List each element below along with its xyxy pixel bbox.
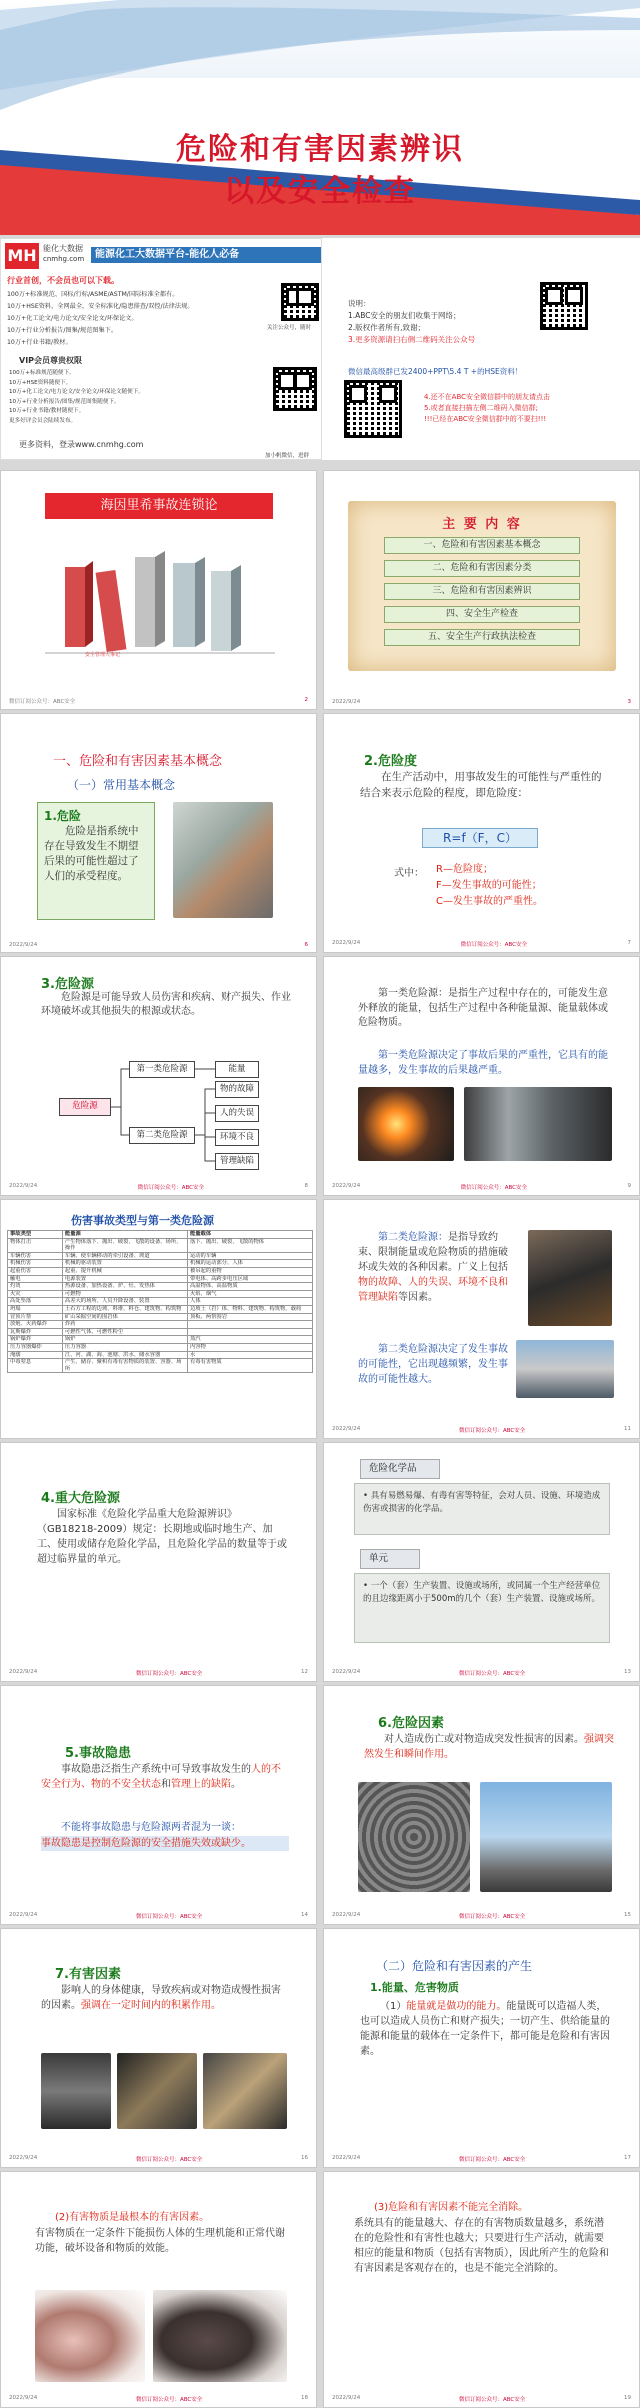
ad-logo-name: 能化大数据 <box>43 244 83 253</box>
first-class-def: 第一类危险源：是指生产过程中存在的，可能发生意外释放的能量，包括生产过程中各种能量源、能量载体或危险物质。 <box>358 988 608 1028</box>
table-cell: 蒸汽 <box>187 1336 312 1344</box>
slide-contents <box>323 470 640 710</box>
table-header-cell: 能量源 <box>62 1231 187 1239</box>
ad-wechat-line: 微信最高级群已发2400+PPT\5.4 T +的HSE资料！ <box>348 367 523 376</box>
ad-feature: 10万+化工论文/电力论文/安全论文/环保论文。 <box>7 315 138 322</box>
second-class-tail: 等因素。 <box>398 1292 438 1303</box>
contents-panel <box>348 501 616 671</box>
ad-note: 2.版权作者所有,致谢； <box>348 323 426 332</box>
contents-item-4[interactable]: 四、安全生产检查 <box>384 606 580 623</box>
table-row <box>8 1290 313 1298</box>
bullet-icon: • <box>363 1491 371 1501</box>
table-cell: 产生、储存、聚积有毒有害物质的装置、容器、场所 <box>62 1359 187 1373</box>
photo-mine-3 <box>203 2053 287 2129</box>
photo-lungs-2 <box>153 2290 287 2382</box>
slide-heinrich <box>0 470 317 710</box>
ad-qr-code-1[interactable] <box>281 283 319 321</box>
ad-banner <box>0 238 640 460</box>
ad-qr-code-4[interactable] <box>344 380 402 438</box>
table-cell: 车辆、使车辆移动的牵引设备、坡道 <box>62 1252 187 1260</box>
generation-text <box>360 1999 612 2059</box>
table-cell: 压力容器爆炸 <box>8 1343 63 1351</box>
ad-vip-item: 10万+行业书籍/教材随便下。 <box>9 408 85 414</box>
contents-title: 主 要 内 容 <box>442 517 522 532</box>
text-run: (3) <box>374 2202 389 2213</box>
risk-formula: R=f（F，C） <box>422 828 538 848</box>
def-body-1 <box>354 1483 610 1535</box>
table-cell: 可燃性气体、可燃性粉尘 <box>62 1328 187 1336</box>
table-cell: 火焰、烟气 <box>187 1290 312 1298</box>
table-cell: 被吊起的重物 <box>187 1267 312 1275</box>
table-cell: 淹溺 <box>8 1351 63 1359</box>
ad-qr-code-3[interactable] <box>540 282 588 330</box>
second-class-def: 是指导致约束、限制能量或危险物质的措施破坏或失效的各种因素。广义上包括 <box>358 1232 508 1273</box>
ad-note: 3.更多资源请扫右侧二维码关注公众号 <box>348 335 476 344</box>
table-cell: 土石方工程的边坡、料堆、料仓、建筑物、构筑物 <box>62 1305 187 1313</box>
slide-footer: 2022/9/24 3 <box>332 699 631 705</box>
danger-factor-text <box>364 1732 614 1762</box>
slide-footer: 2022/9/24 微信订阅公众号：ABC安全 9 <box>332 1183 631 1191</box>
table-cell: 压力容器 <box>62 1343 187 1351</box>
cover-title-1: 危险和有害因素辨识 <box>176 132 464 167</box>
ad-qr-caption-1: 关注公众号，随时 <box>267 325 312 331</box>
table-cell: 矿山采掘空间的围岩体 <box>62 1313 187 1321</box>
photo-mine-2 <box>117 2053 197 2129</box>
photo-building <box>173 802 273 918</box>
ad-banner-title: 能源化工大数据平台-能化人必备 <box>91 247 321 263</box>
slide-footer: 2022/9/24 微信订阅公众号：ABC安全 8 <box>9 1183 308 1191</box>
second-class-text <box>358 1230 508 1305</box>
contents-item-2[interactable]: 二、危险和有害因素分类 <box>384 560 580 577</box>
contents-item-3[interactable]: 三、危险和有害因素辨识 <box>384 583 580 600</box>
ad-note: 1.ABC安全的朋友们收集于网络； <box>348 311 461 320</box>
table-cell: 锅炉 <box>62 1336 187 1344</box>
text-run: (2) <box>55 2212 70 2223</box>
photo-worker-2 <box>516 1340 614 1398</box>
substance-text-2: 有害物质在一定条件下能损伤人体的生理机能和正常代谢功能，破坏设备和物质的效能。 <box>35 2228 285 2254</box>
ad-feature: 10万+行业分析报告/图集/规范图集下。 <box>7 327 118 334</box>
ad-left-panel <box>0 238 322 460</box>
slide-risk <box>323 713 640 953</box>
table-cell: 高差大的场所、人员升降设备、装置 <box>62 1298 187 1306</box>
def-body-2 <box>354 1573 610 1643</box>
slide-title: 海因里希事故连锁论 <box>45 493 273 519</box>
table-row <box>8 1252 313 1260</box>
table-row <box>8 1283 313 1291</box>
ad-vip-list <box>9 369 229 426</box>
text-run: （1） <box>380 2001 407 2012</box>
slide-first-class <box>323 956 640 1196</box>
ad-vip-item: 更多好评会员会陆续发布。 <box>9 417 77 424</box>
photo-tunnel <box>358 1782 470 1892</box>
table-header-row <box>8 1231 313 1239</box>
table-cell: 机械的驱动装置 <box>62 1260 187 1268</box>
slide-footer: 2022/9/24 微信订阅公众号：ABC安全 7 <box>332 940 631 948</box>
table-cell: 电源装置 <box>62 1275 187 1283</box>
text-run: 影响人的身体健康，导致疾病或对物造成慢性损害的因素。 <box>41 1985 281 2011</box>
risk-legend-item: F—发生事故的可能性； <box>436 880 542 891</box>
slide-hazard-source <box>0 956 317 1196</box>
photo-worker-1 <box>528 1230 612 1326</box>
table-cell: 可燃物 <box>62 1290 187 1298</box>
table-cell: 落下、抛出、破裂、飞散的物体 <box>187 1238 312 1252</box>
table-row <box>8 1267 313 1275</box>
ad-feature: 100万+标准规范、国标/行标/ASME/ASTM/国际标准全都有。 <box>7 291 179 298</box>
ad-feature: 10万+行业书籍/教材。 <box>7 339 72 346</box>
ad-vip-item: 10万+行业分析报告/图集/规范图集随便下。 <box>9 398 120 405</box>
risk-legend <box>436 862 543 910</box>
contents-item-5[interactable]: 五、安全生产行政执法检查 <box>384 629 580 646</box>
slide-accident-table <box>0 1199 317 1439</box>
tree-leaf: 物的故障 <box>215 1081 259 1098</box>
slide-footer: 微信订阅公众号：ABC安全 2 <box>9 697 308 705</box>
text-highlight: 能量就是做功的能力。 <box>406 2001 507 2012</box>
slide-footer: 2022/9/24 微信订阅公众号：ABC安全 12 <box>9 1669 308 1677</box>
slide-footer: 2022/9/24 微信订阅公众号：ABC安全 16 <box>9 2155 308 2163</box>
risk-legend-item: C—发生事故的严重性。 <box>436 896 543 907</box>
slide-note: 安全管理大事记 <box>85 652 121 658</box>
accident-table <box>7 1230 313 1373</box>
table-row <box>8 1238 313 1252</box>
table-cell: 瓦斯爆炸 <box>8 1328 63 1336</box>
accident-table-grid <box>7 1230 313 1373</box>
table-cell: 人体 <box>187 1298 312 1306</box>
slide-harmful-factor <box>0 1928 317 2168</box>
slide-footer: 2022/9/24 微信订阅公众号：ABC安全 15 <box>332 1912 631 1920</box>
second-class-note: 第二类危险源决定了发生事故的可能性，它出现越频繁，发生事故的可能性越大。 <box>358 1344 508 1385</box>
table-cell: 冒顶片帮 <box>8 1313 63 1321</box>
tree-leaf: 管理缺陷 <box>215 1153 259 1170</box>
photo-welding <box>358 1087 454 1161</box>
tree-leaf: 能量 <box>215 1061 259 1078</box>
tree-leaf: 环境不良 <box>215 1129 259 1146</box>
second-class-factors: 物的故障、人的失误、环境不良和管理缺陷 <box>358 1277 508 1303</box>
text-run: 对人造成伤亡或对物造成突发性损害的因素。 <box>384 1734 584 1745</box>
risk-legend-item: R—危险度； <box>436 864 493 875</box>
hazard-text: 危险源是可能导致人员伤害和疾病、财产损失、作业环境破坏或其他损失的根源或状态。 <box>41 992 291 1017</box>
ad-qr-code-2[interactable] <box>273 367 317 411</box>
table-cell: 高温物体、高温物质 <box>187 1283 312 1291</box>
contents-item-1[interactable]: 一、危险和有害因素基本概念 <box>384 537 580 554</box>
danger-box <box>37 802 155 920</box>
table-row <box>8 1305 313 1313</box>
accident-hazard-key: 事故隐患是控制危险源的安全措施失效或缺少。 <box>41 1836 289 1851</box>
eliminate-text <box>354 2200 612 2215</box>
accident-hazard-note: 不能将事故隐患与危险源两者混为一谈： <box>61 1822 241 1833</box>
table-cell: 起重、提升机械 <box>62 1267 187 1275</box>
slide-footer: 2022/9/24 微信订阅公众号：ABC安全 18 <box>9 2395 308 2403</box>
table-cell: 炸药 <box>62 1321 187 1329</box>
table-cell: 顶板、两帮围岩 <box>187 1313 312 1321</box>
text-run: 能量既可以造福人类，也可以造成人员伤亡和财产损失；一切产生、供给能量的能源和能量的载体在一定条件下，都可能是危险和有害因素。 <box>360 2001 610 2057</box>
first-class-note: 第一类危险源决定了事故后果的严重性，它具有的能量越多，发生事故的后果越严重。 <box>358 1050 608 1076</box>
ad-right-note: 4.还不在ABC安全微信群中的朋友请点击 <box>424 393 551 401</box>
ad-logo-url[interactable]: cnmhg.com <box>43 255 85 263</box>
bullet-icon: • <box>363 1581 371 1591</box>
table-cell: 火灾 <box>8 1290 63 1298</box>
tree-leaf: 人的失误 <box>215 1105 259 1122</box>
table-cell: 江、河、湖、海、池塘、洪水、储水容器 <box>62 1351 187 1359</box>
text-highlight: 强调突然发生和瞬间作用。 <box>364 1734 614 1760</box>
section-subtitle: 1.能量、危害物质 <box>370 1981 459 1994</box>
table-row <box>8 1336 313 1344</box>
domino-illustration <box>45 527 275 677</box>
harmful-factor-text <box>41 1983 287 2013</box>
table-row <box>8 1359 313 1373</box>
photo-crane <box>480 1782 612 1892</box>
slide-footer: 2022/9/24 微信订阅公众号：ABC安全 17 <box>332 2155 631 2163</box>
ad-right-panel <box>330 238 640 460</box>
section-title: 6.危险因素 <box>378 1716 444 1731</box>
major-hazard-text: 国家标准《危险化学品重大危险源辨识》（GB18218-2009）规定：长期地或临时地生产、加工、使用或储存危险化学品，且危险化学品的数量等于或超过临界量的单元。 <box>37 1509 287 1565</box>
table-row <box>8 1260 313 1268</box>
tree-root: 危险源 <box>59 1098 111 1116</box>
ad-qr-caption-2: 加小帆微信，进群 <box>265 453 310 459</box>
slide-cannot-eliminate <box>323 2171 640 2408</box>
danger-box-title: 1.危险 <box>44 809 81 823</box>
slide-footer: 2022/9/24 微信订阅公众号：ABC安全 11 <box>332 1426 631 1434</box>
section-title: 7.有害因素 <box>55 1967 121 1982</box>
table-cell: 高处坠落 <box>8 1298 63 1306</box>
section-subtitle: （一）常用基本概念 <box>67 778 176 792</box>
table-cell: 机械伤害 <box>8 1260 63 1268</box>
ad-right-note: 5.或者直接扫描左侧二维码入微信群; <box>424 404 539 412</box>
danger-box-body: 危险是指系统中存在导致发生不期望后果的可能性超过了人们的承受程度。 <box>44 825 139 882</box>
text-run: 。 <box>231 1779 241 1790</box>
ad-feature-list <box>7 289 277 349</box>
slide-harmful-substance <box>0 2171 317 2408</box>
ad-right-note: !!!已经在ABC安全微信群中的不要扫!!! <box>424 415 547 423</box>
slide-danger-factor <box>323 1685 640 1925</box>
ad-welcome: 行业首创，不会员也可以下载。 <box>7 276 119 285</box>
table-cell: 触电 <box>8 1275 63 1283</box>
ad-logo: MH <box>5 243 39 269</box>
substance-text <box>35 2210 287 2225</box>
table-cell: 热源设备、加热设备、炉、灶、发热体 <box>62 1283 187 1291</box>
table-cell: 运动的车辆 <box>187 1252 312 1260</box>
table-cell: 中毒窒息 <box>8 1359 63 1373</box>
table-cell: 起重伤害 <box>8 1267 63 1275</box>
ad-vip-item: 10万+HSE资料随便下。 <box>9 379 72 386</box>
table-header-cell: 事故类型 <box>8 1231 63 1239</box>
table-cell: 内容物 <box>187 1343 312 1351</box>
table-cell: 灼烫 <box>8 1283 63 1291</box>
table-cell: 锅炉爆炸 <box>8 1336 63 1344</box>
table-cell: 物体打击 <box>8 1238 63 1252</box>
def-text-1: 具有易燃易爆、有毒有害等特征，会对人员、设施、环境造成伤害或损害的化学品。 <box>363 1491 601 1514</box>
tree-mid-2: 第二类危险源 <box>129 1127 195 1144</box>
table-header-cell: 能量载体 <box>187 1231 312 1239</box>
section-title: 2.危险度 <box>364 754 417 769</box>
slide-cover <box>0 0 640 235</box>
ad-more-link[interactable]: 更多资料，登录www.cnmhg.com <box>19 440 144 449</box>
table-cell: 坍塌 <box>8 1305 63 1313</box>
table-row <box>8 1321 313 1329</box>
table-row <box>8 1275 313 1283</box>
risk-legend-label: 式中： <box>394 868 424 879</box>
slide-footer: 2022/9/24 微信订阅公众号：ABC安全 19 <box>332 2395 631 2403</box>
slide-accident-hazard <box>0 1685 317 1925</box>
ad-vip-title: VIP会员尊贵权限 <box>19 356 83 365</box>
ad-vip-item: 100万+标准规范随便下。 <box>9 370 75 376</box>
table-cell <box>187 1321 312 1329</box>
text-run: 和 <box>161 1779 171 1790</box>
text-highlight: 危险和有害因素不能完全消除。 <box>388 2202 529 2213</box>
section-title: 5.事故隐患 <box>65 1746 131 1761</box>
text-highlight: 人的不安全行为、物的不安全状态 <box>41 1764 281 1790</box>
def-tag-1: 危险化学品 <box>360 1459 440 1479</box>
accident-hazard-text <box>41 1762 289 1792</box>
table-row <box>8 1343 313 1351</box>
slide-danger <box>0 713 317 953</box>
table-cell: 边坡土（岩）体、物料、建筑物、构筑物、载荷 <box>187 1305 312 1313</box>
ad-feature: 10万+HSE资料，全网最全，安全标准化/隐患排查/双控/法律法规。 <box>7 303 194 310</box>
table-cell: 放炮、火药爆炸 <box>8 1321 63 1329</box>
table-cell: 有毒有害物质 <box>187 1359 312 1373</box>
section-title: 3.危险源 <box>41 977 94 992</box>
photo-lungs-1 <box>35 2290 145 2382</box>
table-cell <box>187 1328 312 1336</box>
slide-footer: 2022/9/24 微信订阅公众号：ABC安全 14 <box>9 1912 308 1920</box>
section-title: （二）危险和有害因素的产生 <box>376 1959 533 1973</box>
table-cell: 车辆伤害 <box>8 1252 63 1260</box>
table-row <box>8 1328 313 1336</box>
tree-mid-1: 第一类危险源 <box>129 1061 195 1078</box>
text-highlight: 管理上的缺陷 <box>171 1779 231 1790</box>
slide-footer: 2022/9/24 6 <box>9 942 308 948</box>
table-cell: 带电体、高跨步电压区域 <box>187 1275 312 1283</box>
section-title: 一、危险和有害因素基本概念 <box>53 754 223 769</box>
table-row <box>8 1351 313 1359</box>
def-text-2: 一个（套）生产装置、设施或场所，或同属一个生产经营单位的且边缘距离小于500m的几个（套）生产装置、设施或场所。 <box>363 1581 601 1604</box>
first-class-text <box>358 987 612 1031</box>
slide-generation <box>323 1928 640 2168</box>
text-run: 事故隐患泛指生产系统中可导致事故发生的 <box>61 1764 251 1775</box>
second-class-label: 第二类危险源： <box>378 1232 448 1243</box>
section-title: 4.重大危险源 <box>41 1491 120 1506</box>
slide-second-class <box>323 1199 640 1439</box>
table-row <box>8 1313 313 1321</box>
table-cell: 水 <box>187 1351 312 1359</box>
ad-vip-item: 10万+化工论文/电力论文/安全论文/环保论文随便下。 <box>9 389 144 395</box>
table-title: 伤害事故类型与第一类危险源 <box>71 1214 214 1227</box>
text-highlight: 有害物质是最根本的有害因素。 <box>69 2212 210 2223</box>
photo-machine <box>464 1087 612 1161</box>
ad-notes-title: 说明： <box>348 299 371 308</box>
slide-footer: 2022/9/24 微信订阅公众号：ABC安全 13 <box>332 1669 631 1677</box>
photo-mine-1 <box>41 2053 111 2129</box>
text-highlight: 强调在一定时间内的积累作用。 <box>81 2000 221 2011</box>
table-cell: 产生物体落下、抛出、破裂、飞散的设备、场所、操作 <box>62 1238 187 1252</box>
slide-major-hazard <box>0 1442 317 1682</box>
risk-text: 在生产活动中，用事故发生的可能性与严重性的结合来表示危险的程度，即危险度： <box>360 771 602 799</box>
eliminate-text-2: 系统具有的能量越大、存在的有害物质数量越多，系统潜在的危险性和有害性也越大；只要进行生产活动，就需要相应的能量和物质（包括有害物质），因此所产生的危险和有害因素是客观存在的，也是不能完全消除的。 <box>354 2218 609 2274</box>
table-row <box>8 1298 313 1306</box>
table-cell: 机械的运动部分、人体 <box>187 1260 312 1268</box>
slide-definitions <box>323 1442 640 1682</box>
def-tag-2: 单元 <box>360 1549 420 1569</box>
cover-title-2: 以及安全检查 <box>224 174 416 209</box>
